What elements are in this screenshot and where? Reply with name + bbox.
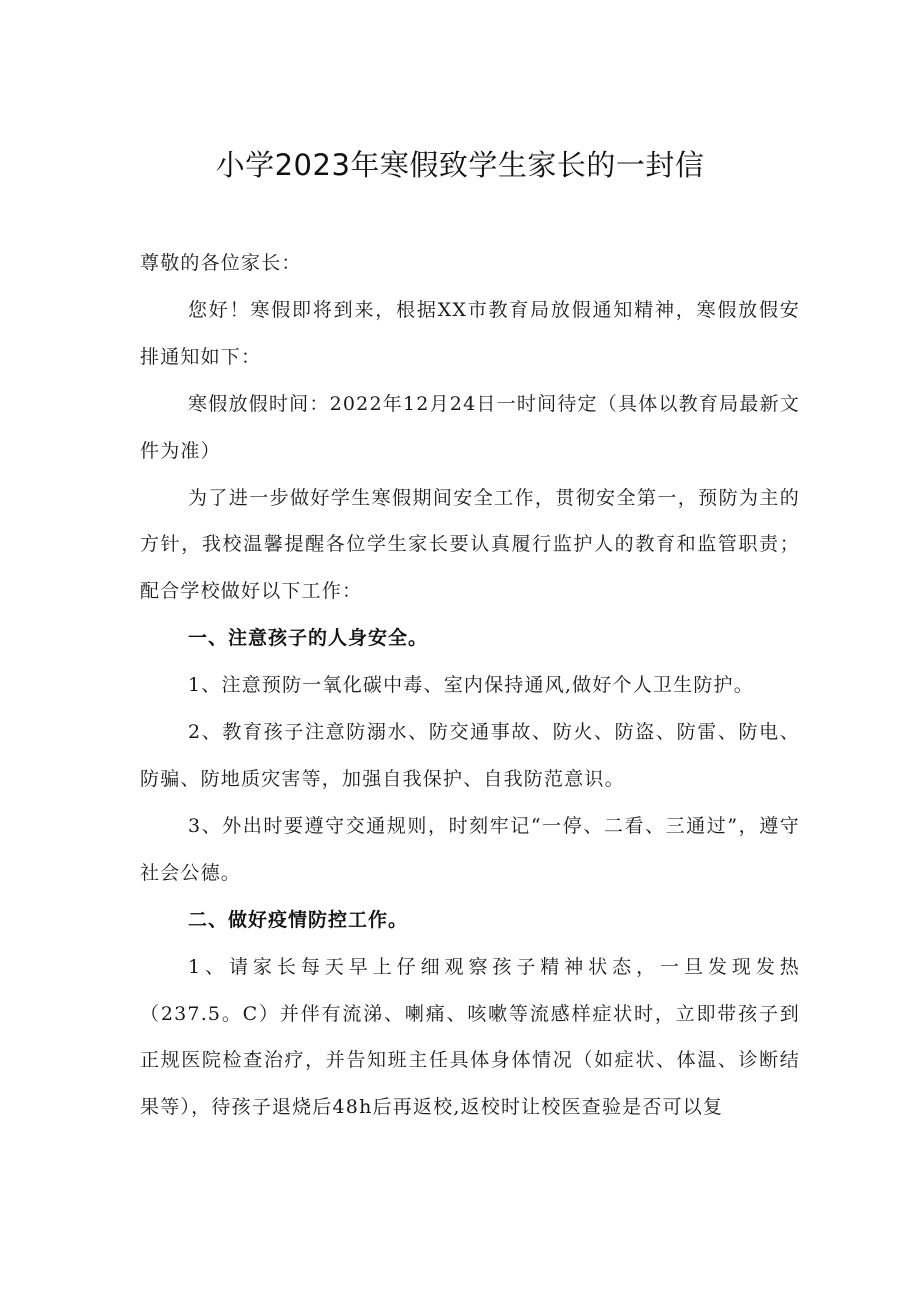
letter-body: [140, 240, 800, 1131]
schedule-paragraph: 寒假放假时间：2022年12月24日一时间待定（具体以教育局最新文件为准）: [140, 392, 800, 462]
section-heading-epidemic-prevention: 二、做好疫情防控工作。: [188, 908, 409, 931]
safety-item-1: 1、注意预防一氧化碳中毒、室内保持通风,做好个人卫生防护。: [188, 674, 754, 697]
epidemic-item-1: 1、请家长每天早上仔细观察孩子精神状态，一旦发现发热（237.5。C）并伴有流涕、喇痛、咳嗽等流感样症状时，立即带孩子到正规医院检查治疗，并告知班主任具体身体情况（如症状、体温、诊断结果等），待孩子退烧后48h后再返校,返校时让校医查验是否可以复: [140, 955, 800, 1119]
safety-item-3: 3、外出时要遵守交通规则，时刻牢记“一停、二看、三通过”，遵守社会公德。: [140, 814, 800, 884]
salutation: 尊敬的各位家长：: [140, 252, 302, 274]
document-title: 小学2023年寒假致学生家长的一封信: [215, 148, 705, 182]
section-heading-personal-safety: 一、注意孩子的人身安全。: [188, 627, 429, 650]
intro-paragraph: 您好！寒假即将到来，根据XX市教育局放假通知精神，寒假放假安排通知如下：: [140, 298, 800, 368]
safety-item-2: 2、教育孩子注意防溺水、防交通事故、防火、防盗、防雷、防电、防骗、防地质灾害等，加强自我保护、自我防范意识。: [140, 721, 800, 790]
purpose-paragraph: 为了进一步做好学生寒假期间安全工作，贯彻安全第一，预防为主的方针，我校温馨提醒各位学生家长要认真履行监护人的教育和监管职责；配合学校做好以下工作：: [140, 486, 800, 603]
